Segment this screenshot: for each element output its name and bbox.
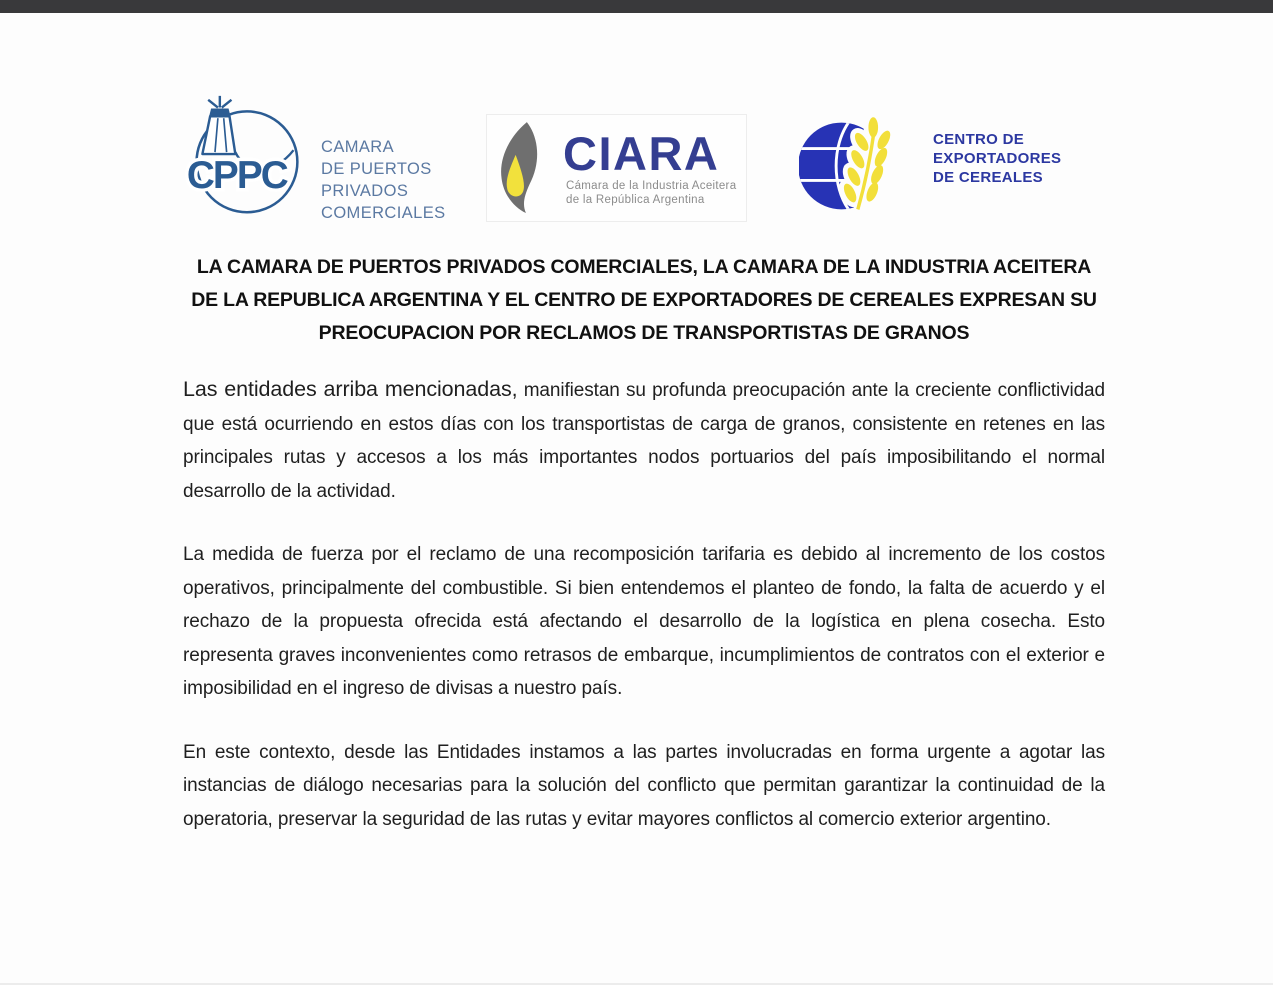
document-title <box>183 251 1105 350</box>
cppc-label-line: COMERCIALES <box>321 204 446 222</box>
cec-label-line: CENTRO DE <box>933 131 1025 148</box>
cec-globe-wheat-icon <box>799 114 907 216</box>
cec-label-line: DE CEREALES <box>933 169 1043 186</box>
cppc-logo <box>183 92 446 224</box>
cppc-label-line: PRIVADOS <box>321 182 409 200</box>
ciara-wordmark: CIARA <box>563 126 720 180</box>
cppc-label-line: CAMARA <box>321 138 394 156</box>
cec-label <box>933 114 1061 187</box>
cppc-label-line: DE PUERTOS <box>321 160 432 178</box>
paragraph-1-lead: Las entidades arriba mencionadas, <box>183 377 518 401</box>
logos-row <box>183 92 1105 224</box>
paragraph-1 <box>183 373 1105 508</box>
cec-logo <box>799 114 1061 216</box>
ciara-logo <box>486 114 747 222</box>
cppc-lighthouse-icon <box>183 92 309 220</box>
title-line: LA CAMARA DE PUERTOS PRIVADOS COMERCIALES, LA CAMARA DE LA INDUSTRIA ACEITERA <box>196 256 1092 278</box>
paragraph-3: En este contexto, desde las Entidades instamos a las partes involucradas en forma urgente a agotar las instancias de diálogo necesarias para la solución del conflicto que permitan garantizar la continuidad de la operatoria, preservar la seguridad de las rutas y evitar mayores conflictos al comercio exterior argentino. <box>183 741 1105 830</box>
paragraph-2: La medida de fuerza por el reclamo de una recomposición tarifaria es debido al incremento de los costos operativos, principalmente del combustible. Si bien entendemos el planteo de fondo, la falta de acuerdo y el rechazo de la propuesta ofrecida está afectando el desarrollo de la logística en plena cosecha. Esto representa graves inconvenientes como retrasos de embarque, incumplimientos de contratos con el exterior e imposibilidad en el ingreso de divisas a nuestro país. <box>183 544 1105 699</box>
ciara-subtitle-line: Cámara de la Industria Aceitera <box>566 179 737 192</box>
paragraph-1-rest: manifiestan su profunda preocupación ante la creciente conflictividad que está ocurriendo en estos días con los transportistas de carga de granos, consistente en retenes en las principales rutas y accesos a los más importantes nodos portuarios del país imposibilitando el normal desarrollo de la actividad. <box>183 380 1105 502</box>
ciara-text-column <box>563 126 737 208</box>
ciara-leaf-drop-icon <box>495 121 555 215</box>
cppc-acronym: CPPC <box>186 153 287 197</box>
document-content <box>183 13 1105 836</box>
ciara-subtitle-line: de la República Argentina <box>566 194 705 206</box>
title-line: DE LA REPUBLICA ARGENTINA Y EL CENTRO DE EXPORTADORES DE CEREALES EXPRESAN SU <box>191 289 1097 311</box>
cppc-label <box>321 92 446 224</box>
cec-label-line: EXPORTADORES <box>933 150 1062 167</box>
title-line: PREOCUPACION POR RECLAMOS DE TRANSPORTISTAS DE GRANOS <box>318 322 970 344</box>
window-top-bar <box>0 0 1273 13</box>
